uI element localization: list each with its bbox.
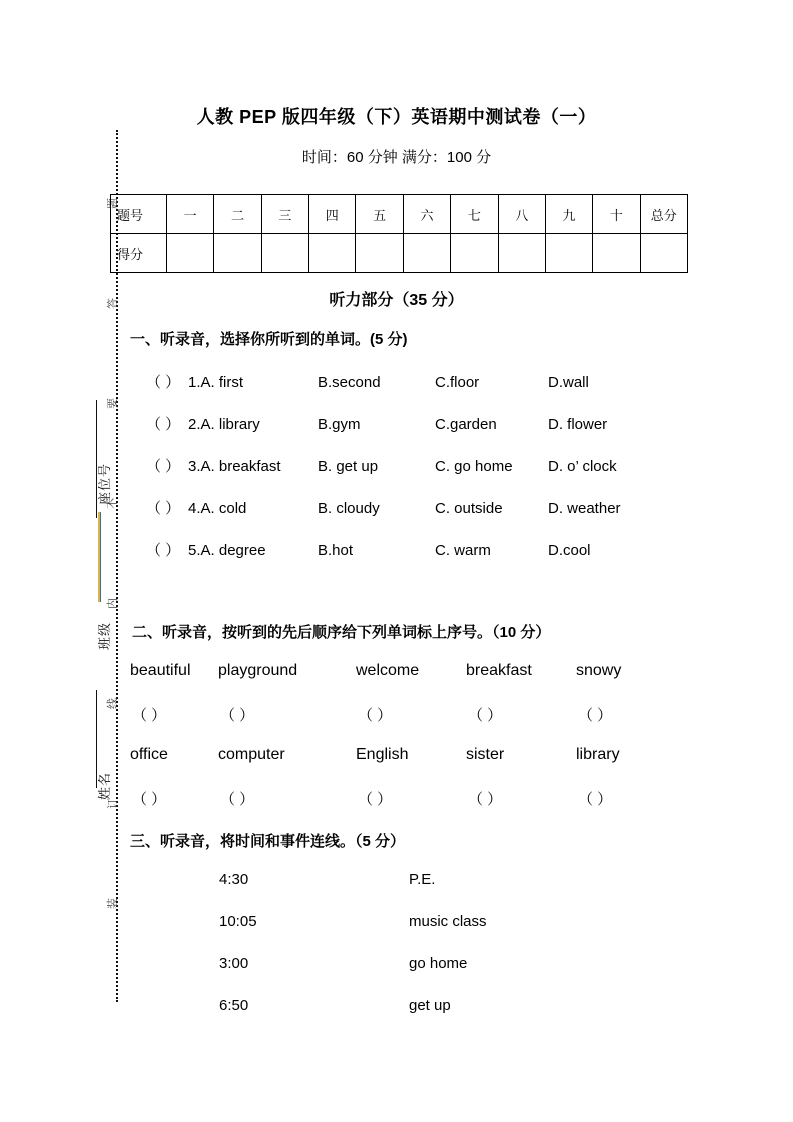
- option-d[interactable]: D. o’ clock: [548, 458, 617, 475]
- option-a[interactable]: 3.A. breakfast: [188, 458, 281, 475]
- table-header-cell: 总分: [640, 195, 687, 234]
- table-header-cell: 四: [309, 195, 356, 234]
- word-english: English: [356, 746, 409, 763]
- word-sister: sister: [466, 746, 505, 763]
- answer-bracket[interactable]: （ ）: [146, 542, 181, 559]
- score-cell[interactable]: [640, 234, 687, 273]
- answer-blank[interactable]: （ ）: [468, 707, 503, 724]
- option-c[interactable]: C.garden: [435, 416, 497, 433]
- match-event[interactable]: go home: [409, 955, 468, 972]
- score-cell[interactable]: [261, 234, 308, 273]
- score-cell[interactable]: [451, 234, 498, 273]
- question-1-item-3[interactable]: [146, 455, 617, 476]
- table-header-cell: 十: [593, 195, 640, 234]
- answer-blank[interactable]: （ ）: [358, 707, 393, 724]
- table-header-cell: 五: [356, 195, 403, 234]
- table-header-cell: 八: [498, 195, 545, 234]
- score-cell[interactable]: [545, 234, 592, 273]
- word-playground: playground: [218, 662, 298, 679]
- option-c[interactable]: C. outside: [435, 500, 503, 517]
- option-a[interactable]: 1.A. first: [188, 374, 244, 391]
- row-label-score: 得分: [111, 234, 167, 273]
- table-row-scores: [111, 234, 688, 273]
- question-3-heading: 三、听录音，将时间和事件连线。（5 分）: [130, 833, 406, 850]
- option-d[interactable]: D.cool: [548, 542, 591, 559]
- row-label-question: 题号: [111, 195, 167, 234]
- word-library: library: [576, 746, 620, 763]
- match-time[interactable]: 10:05: [219, 913, 257, 930]
- option-b[interactable]: B.hot: [318, 542, 354, 559]
- option-a[interactable]: 2.A. library: [188, 416, 260, 433]
- match-pair-4[interactable]: [219, 997, 451, 1014]
- option-b[interactable]: B. cloudy: [318, 500, 380, 517]
- class-label: 班级: [97, 621, 112, 650]
- option-c[interactable]: C.floor: [435, 374, 480, 391]
- score-cell[interactable]: [214, 234, 261, 273]
- option-a[interactable]: 4.A. cold: [188, 500, 247, 517]
- answer-blank[interactable]: （ ）: [220, 791, 255, 808]
- answer-blank[interactable]: （ ）: [220, 707, 255, 724]
- match-time[interactable]: 4:30: [219, 871, 249, 888]
- sealing-line-text: [108, 198, 126, 998]
- question-2-blank-row-1[interactable]: [132, 704, 612, 725]
- match-event[interactable]: P.E.: [409, 871, 436, 888]
- seat-number-label: 座位号: [97, 462, 112, 505]
- score-cell[interactable]: [356, 234, 403, 273]
- table-row-question-numbers: [111, 195, 688, 234]
- answer-bracket[interactable]: （ ）: [146, 374, 181, 391]
- score-cell[interactable]: [593, 234, 640, 273]
- seal-char: 题: [107, 198, 119, 209]
- answer-bracket[interactable]: （ ）: [146, 500, 181, 517]
- question-2-word-row-2: [130, 746, 620, 764]
- table-header-cell: 七: [451, 195, 498, 234]
- answer-blank[interactable]: （ ）: [578, 707, 613, 724]
- score-cell[interactable]: [167, 234, 214, 273]
- question-1-item-2[interactable]: [146, 413, 607, 434]
- question-2-word-row-1: [130, 662, 621, 680]
- answer-bracket[interactable]: （ ）: [146, 416, 181, 433]
- table-header-cell: 二: [214, 195, 261, 234]
- word-beautiful: beautiful: [130, 662, 191, 679]
- answer-blank[interactable]: （ ）: [132, 791, 167, 808]
- answer-blank[interactable]: （ ）: [132, 707, 167, 724]
- table-header-cell: 一: [167, 195, 214, 234]
- match-pair-3[interactable]: [219, 955, 467, 972]
- option-b[interactable]: B.second: [318, 374, 381, 391]
- question-2-heading: 二、听录音，按听到的先后顺序给下列单词标上序号。（10 分）: [132, 624, 551, 641]
- score-cell[interactable]: [403, 234, 450, 273]
- option-a[interactable]: 5.A. degree: [188, 542, 266, 559]
- match-event[interactable]: music class: [409, 913, 487, 930]
- seal-char: 要: [107, 398, 119, 409]
- class-rule: [98, 512, 100, 602]
- option-c[interactable]: C. go home: [435, 458, 513, 475]
- option-b[interactable]: B.gym: [318, 416, 361, 433]
- word-welcome: welcome: [356, 662, 420, 679]
- word-office: office: [130, 746, 168, 763]
- match-pair-1[interactable]: [219, 871, 435, 888]
- answer-bracket[interactable]: （ ）: [146, 458, 181, 475]
- answer-blank[interactable]: （ ）: [578, 791, 613, 808]
- table-header-cell: 六: [403, 195, 450, 234]
- question-1-item-5[interactable]: [146, 539, 591, 560]
- answer-blank[interactable]: （ ）: [358, 791, 393, 808]
- option-d[interactable]: D. flower: [548, 416, 608, 433]
- seal-char: 订: [107, 798, 119, 809]
- question-1-item-4[interactable]: [146, 497, 621, 518]
- score-cell[interactable]: [309, 234, 356, 273]
- page-title: 人教 PEP 版四年级（下）英语期中测试卷（一）: [196, 107, 597, 127]
- score-cell[interactable]: [498, 234, 545, 273]
- word-computer: computer: [218, 746, 285, 763]
- name-label: 姓名: [97, 771, 112, 800]
- question-1-heading: 一、听录音，选择你所听到的单词。(5 分): [130, 331, 408, 348]
- answer-blank[interactable]: （ ）: [468, 791, 503, 808]
- option-c[interactable]: C. warm: [435, 542, 491, 559]
- option-d[interactable]: D. weather: [548, 500, 621, 517]
- score-table: [107, 194, 688, 273]
- option-b[interactable]: B. get up: [318, 458, 379, 475]
- seal-char: 线: [107, 698, 119, 709]
- exam-meta-subtitle: 时间：60 分钟 满分：100 分: [301, 149, 492, 166]
- section-title-listening: 听力部分（35 分）: [329, 292, 464, 309]
- match-time[interactable]: 6:50: [219, 997, 249, 1014]
- match-pair-2[interactable]: [219, 913, 487, 930]
- match-event[interactable]: get up: [409, 997, 451, 1014]
- word-snowy: snowy: [576, 662, 622, 679]
- seal-char: 内: [107, 598, 119, 609]
- word-breakfast: breakfast: [466, 662, 532, 679]
- option-d[interactable]: D.wall: [548, 374, 589, 391]
- match-time[interactable]: 3:00: [219, 955, 249, 972]
- question-2-blank-row-2[interactable]: [132, 788, 612, 809]
- question-1-item-1[interactable]: [146, 371, 589, 392]
- seal-char: 答: [107, 298, 119, 309]
- seal-char: 装: [107, 898, 119, 909]
- table-header-cell: 三: [261, 195, 308, 234]
- seal-char: 不: [107, 498, 119, 509]
- table-header-cell: 九: [545, 195, 592, 234]
